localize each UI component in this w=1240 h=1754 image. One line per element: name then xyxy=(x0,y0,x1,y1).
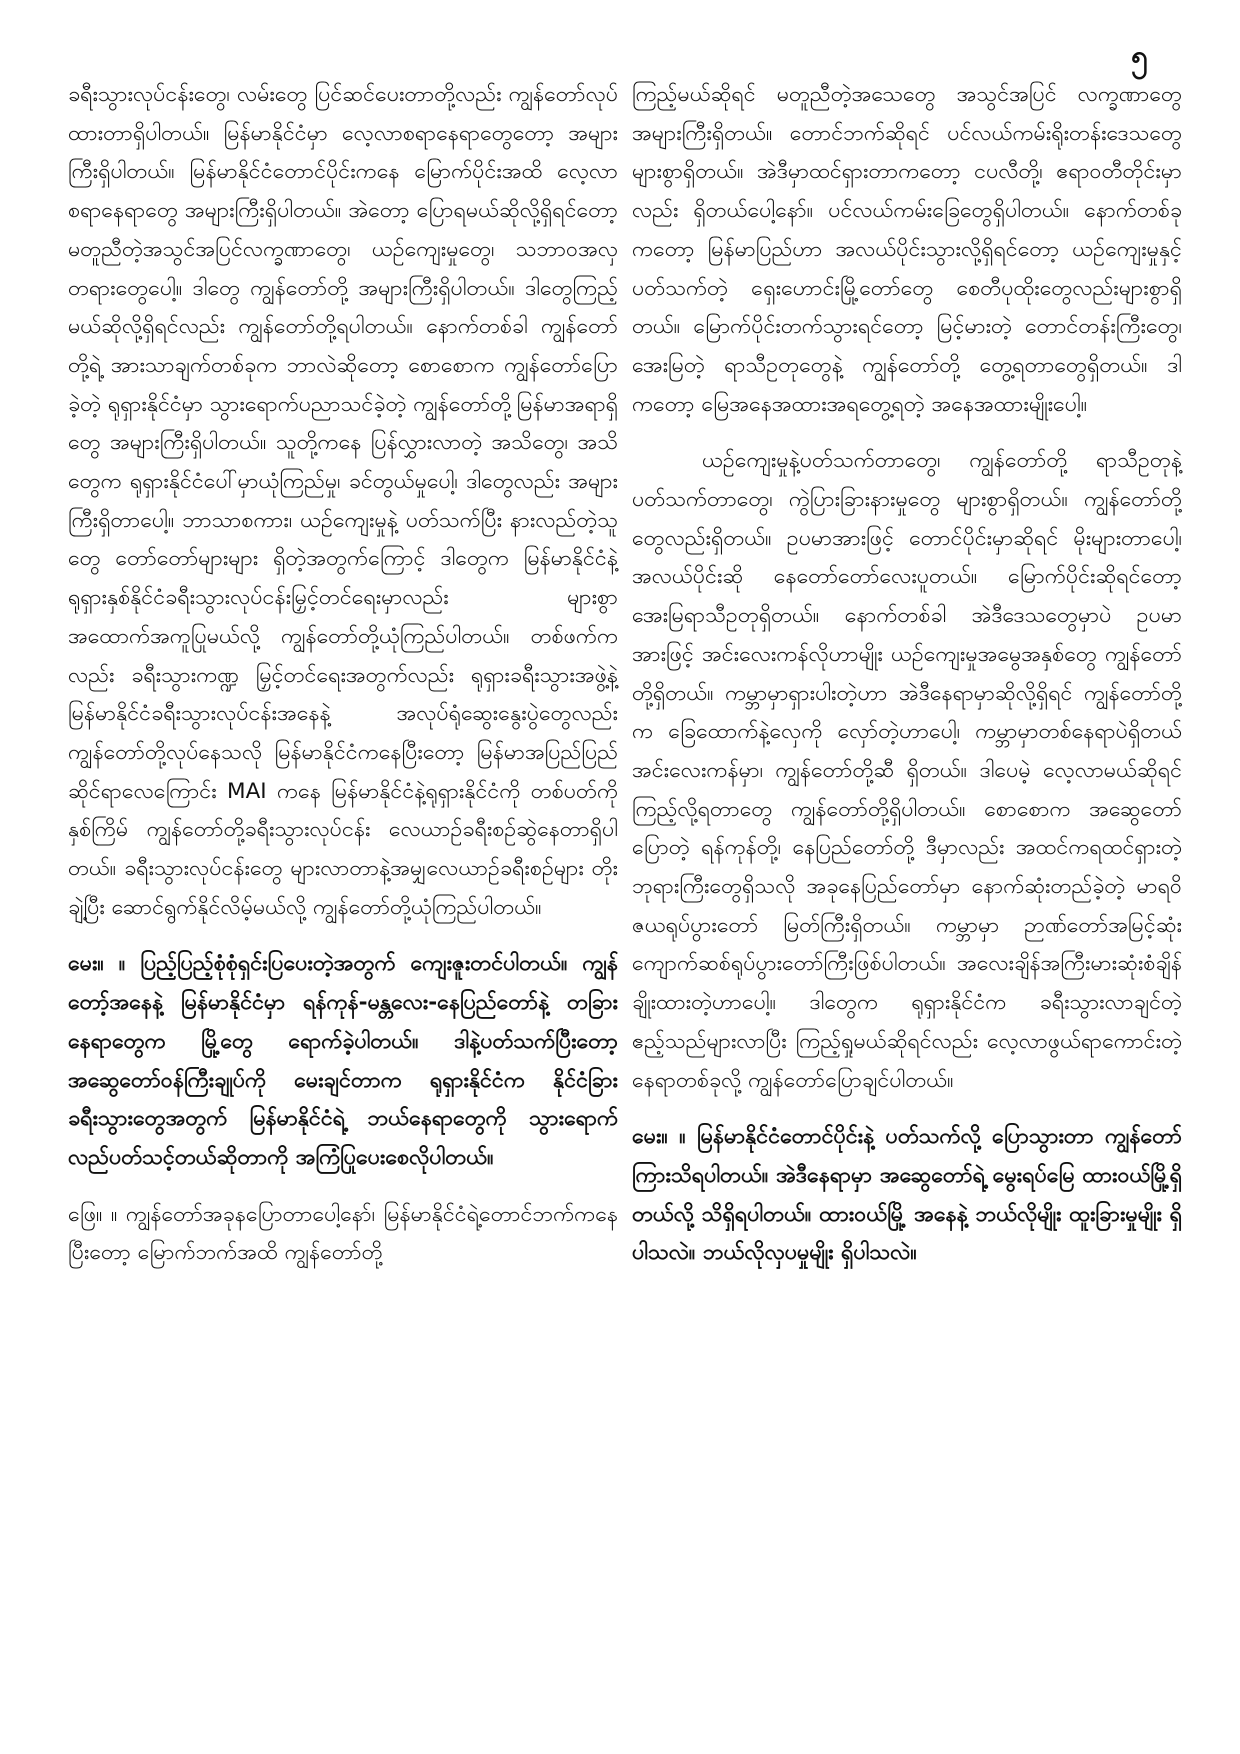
right-paragraph-1: ကြည့်မယ်ဆိုရင် မတူညီတဲ့အသေတွေ အသွင်အပြင် လက္ခဏာတွေ အများကြီးရှိတယ်။ တောင်ဘက်ဆိုရင် ပင်လယ်ကမ်းရိုးတန်းဒေသတွေ များစွာရှိတယ်။ အဲဒီမှာထင်ရှားတာကတော့ ငပလီတို့၊ ဧရာဝတီတိုင်းမှာလည်း ရှိတယ်ပေါ့နော်။ ပင်လယ်ကမ်းခြေတွေရှိပါတယ်။ နောက်တစ်ခုကတော့ မြန်မာပြည်ဟာ အလယ်ပိုင်းသွားလို့ရှိရင်တော့ ယဉ်ကျေးမှုနှင့်ပတ်သက်တဲ့ ရှေးဟောင်းမြို့တော်တွေ စေတီပုထိုးတွေလည်းများစွာရှိတယ်။ မြောက်ပိုင်းတက်သွားရင်တော့ မြင့်မားတဲ့ တောင်တန်းကြီးတွေ၊ အေးမြတဲ့ ရာသီဥတုတွေနဲ့ ကျွန်တော်တို့ တွေ့ရတာတွေရှိတယ်။ ဒါကတော့ မြေအနေအထားအရတွေ့ရတဲ့ အနေအထားမျိုးပေါ့။ xyxy=(632,82,1182,417)
left-paragraph-1: ခရီးသွားလုပ်ငန်းတွေ၊ လမ်းတွေ ပြင်ဆင်ပေးတာတို့လည်း ကျွန်တော်လုပ်ထားတာရှိပါတယ်။ မြန်မာနိုင်ငံမှာ လေ့လာစရာနေရာတွေတော့ အများကြီးရှိပါတယ်။ မြန်မာနိုင်ငံတောင်ပိုင်းကနေ မြောက်ပိုင်းအထိ လေ့လာစရာနေရာတွေ အများကြီးရှိပါတယ်။ အဲတော့ ပြောရမယ်ဆိုလို့ရှိရင်တော့ မတူညီတဲ့အသွင်အပြင်လက္ခဏာတွေ၊ ယဉ်ကျေးမှုတွေ၊ သဘာဝအလှတရားတွေပေါ့။ ဒါတွေ ကျွန်တော်တို့ အများကြီးရှိပါတယ်။ ဒါတွေကြည့်မယ်ဆိုလို့ရှိရင်လည်း ကျွန်တော်တို့ရပါတယ်။ နောက်တစ်ခါ ကျွန်တော်တို့ရဲ့ အားသာချက်တစ်ခုက ဘာလဲဆိုတော့ စောစောက ကျွန်တော်ပြောခဲ့တဲ့ ရုရှားနိုင်ငံမှာ သွားရောက်ပညာသင်ခဲ့တဲ့ ကျွန်တော်တို့မြန်မာအရာရှိတွေ အများကြီးရှိပါတယ်။ သူတို့ကနေ ပြန်လွှားလာတဲ့ အသိတွေ၊ အသိတွေက ရုရှားနိုင်ငံပေါ်မှာယုံကြည်မှု၊ ခင်တွယ်မှုပေါ့၊ ဒါတွေလည်း အများကြီးရှိတာပေါ့။ ဘာသာစကား၊ ယဉ်ကျေးမှုနဲ့ ပတ်သက်ပြီး နားလည်တဲ့သူတွေ တော်တော်များများ ရှိတဲ့အတွက်ကြောင့် ဒါတွေက မြန်မာနိုင်ငံနဲ့ ရုရှားနှစ်နိုင်ငံခရီးသွားလုပ်ငန်းမြှင့်တင်ရေးမှာလည်း များစွာအထောက်အကူပြုမယ်လို့ ကျွန်တော်တို့ယုံကြည်ပါတယ်။ တစ်ဖက်ကလည်း ခရီးသွားကဏ္ဍ မြှင့်တင်ရေးအတွက်လည်း ရုရှားခရီးသွားအဖွဲ့နဲ့ မြန်မာနိုင်ငံခရီးသွားလုပ်ငန်းအနေနဲ့ အလုပ်ရုံဆွေးနွေးပွဲတွေလည်း ကျွန်တော်တို့လုပ်နေသလို မြန်မာနိုင်ငံကနေပြီးတော့ မြန်မာအပြည်ပြည်ဆိုင်ရာလေကြောင်း MAI ကနေ မြန်မာနိုင်ငံနဲ့ရုရှားနိုင်ငံကို တစ်ပတ်ကိုနှစ်ကြိမ် ကျွန်တော်တို့ခရီးသွားလုပ်ငန်း လေယာဉ်ခရီးစဉ်ဆွဲနေတာရှိပါတယ်။ ခရီးသွားလုပ်ငန်းတွေ များလာတာနဲ့အမျှလေယာဉ်ခရီးစဉ်များ တိုးချဲ့ပြီး ဆောင်ရွက်နိုင်လိမ့်မယ်လို့ ကျွန်တော်တို့ယုံကြည်ပါတယ်။ xyxy=(68,82,619,920)
right-paragraph-2: ယဉ်ကျေးမှုနဲ့ပတ်သက်တာတွေ၊ ကျွန်တော်တို့ ရာသီဥတုနဲ့ပတ်သက်တာတွေ၊ ကွဲပြားခြားနားမှုတွေ များစွာရှိတယ်။ ကျွန်တော်တို့တွေလည်းရှိတယ်။ ဥပမာအားဖြင့် တောင်ပိုင်းမှာဆိုရင် မိုးများတာပေါ့၊ အလယ်ပိုင်းဆို နေတော်တော်လေးပူတယ်။ မြောက်ပိုင်းဆိုရင်တော့ အေးမြရာသီဥတုရှိတယ်။ နောက်တစ်ခါ အဲဒီဒေသတွေမှာပဲ ဥပမာအားဖြင့် အင်းလေးကန်လိုဟာမျိုး ယဉ်ကျေးမှုအမွေအနှစ်တွေ ကျွန်တော်တို့ရှိတယ်။ ကမ္ဘာမှာရှားပါးတဲ့ဟာ အဲဒီနေရာမှာဆိုလို့ရှိရင် ကျွန်တော်တို့က ခြေထောက်နဲ့လှေကို လှော်တဲ့ဟာပေါ့၊ ကမ္ဘာမှာတစ်နေရာပဲရှိတယ် အင်းလေးကန်မှာ၊ ကျွန်တော်တို့ဆီ ရှိတယ်။ ဒါပေမဲ့ လေ့လာမယ်ဆိုရင် ကြည့်လို့ရတာတွေ ကျွန်တော်တို့ရှိပါတယ်။ စောစောက အဆွေတော်ပြောတဲ့ ရန်ကုန်တို့၊ နေပြည်တော်တို့ ဒီမှာလည်း အထင်ကရထင်ရှားတဲ့ ဘုရားကြီးတွေရှိသလို အခုနေပြည်တော်မှာ နောက်ဆုံးတည်ခဲ့တဲ့ မာရဝိဇယရုပ်ပွားတော် မြတ်ကြီးရှိတယ်။ ကမ္ဘာမှာ ဉာဏ်တော်အမြင့်ဆုံး ကျောက်ဆစ်ရုပ်ပွားတော်ကြီးဖြစ်ပါတယ်။ အလေးချိန်အကြီးမားဆုံးစံချိန်ချိုးထားတဲ့ဟာပေါ့။ ဒါတွေက ရုရှားနိုင်ငံက ခရီးသွားလာချင်တဲ့ ဧည့်သည်များလာပြီး ကြည့်ရှုမယ်ဆိုရင်လည်း လေ့လာဖွယ်ရာကောင်းတဲ့နေရာတစ်ခုလို့ ကျွန်တော်ပြောချင်ပါတယ်။ xyxy=(632,448,1182,1093)
right-column xyxy=(632,76,1182,1291)
question-2: မေး။ ။ မြန်မာနိုင်ငံတောင်ပိုင်းနဲ့ ပတ်သက်လို့ ပြောသွားတာ ကျွန်တော်ကြားသိရပါတယ်။ အဲဒီနေရာမှာ အဆွေတော်ရဲ့ မွေးရပ်မြေ ထားဝယ်မြို့ရှိတယ်လို့ သိရှိရပါတယ်။ ထားဝယ်မြို့ အနေနဲ့ ဘယ်လိုမျိုး ထူးခြားမှုမျိုး ရှိပါသလဲ။ ဘယ်လိုလှပမှုမျိုး ရှိပါသလဲ။ xyxy=(632,1124,1182,1266)
page-number: ၅ xyxy=(1131,39,1148,74)
left-column xyxy=(68,76,618,1291)
answer-1-start: ဖြေ။ ။ ကျွန်တော်အခုနပြောတာပေါ့နော်၊ မြန်မာနိုင်ငံရဲ့တောင်ဘက်ကနေပြီးတော့ မြောက်ဘက်အထိ ကျွန်တော်တို့ xyxy=(68,1201,618,1266)
question-1: မေး။ ။ ပြည့်ပြည့်စုံစုံရှင်းပြပေးတဲ့အတွက် ကျေးဇူးတင်ပါတယ်။ ကျွန်တော့်အနေနဲ့ မြန်မာနိုင်ငံမှာ ရန်ကုန်-မန္တလေး-နေပြည်တော်နဲ့ တခြားနေရာတွေက မြို့တွေ ရောက်ခဲ့ပါတယ်။ ဒါနဲ့ပတ်သက်ပြီးတော့ အဆွေတော်ဝန်ကြီးချုပ်ကို မေးချင်တာက ရုရှားနိုင်ငံက နိုင်ငံခြားခရီးသွားတွေအတွက် မြန်မာနိုင်ငံရဲ့ ဘယ်နေရာတွေကို သွားရောက်လည်ပတ်သင့်တယ်ဆိုတာကို အကြံပြုပေးစေလိုပါတယ်။ xyxy=(68,951,618,1170)
